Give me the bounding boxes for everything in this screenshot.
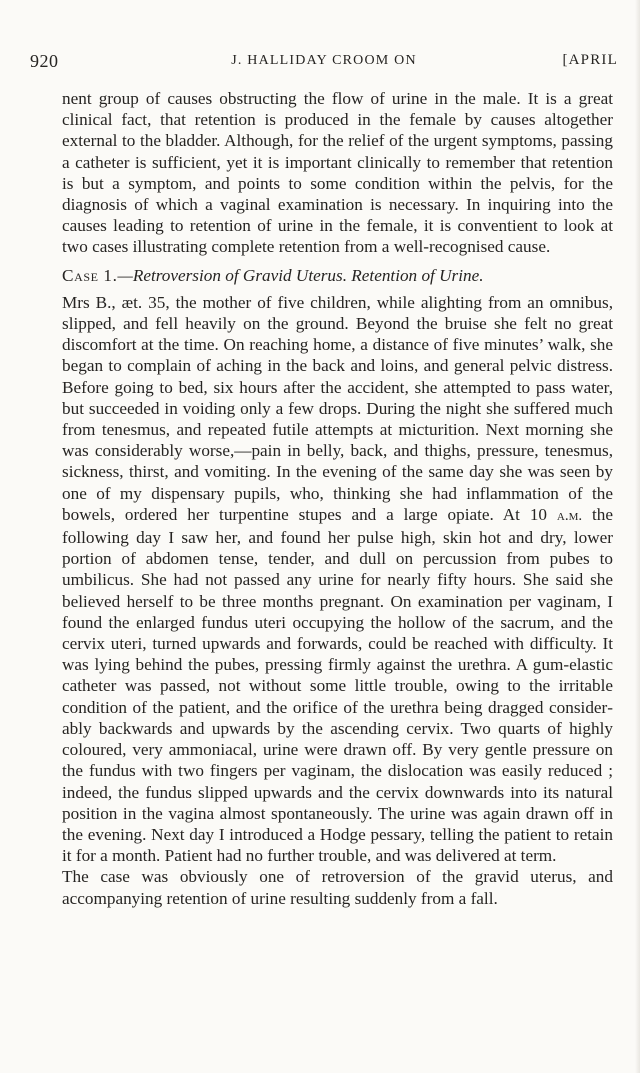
time-label: a.m. bbox=[556, 507, 583, 524]
case-label: Case 1. bbox=[62, 265, 118, 285]
case-paragraph bbox=[62, 292, 613, 866]
case-text-part1: Mrs B., æt. 35, the mother of five children, while alighting from an omnibus, slipped, and fell heavily on the ground. Beyond the bruise she felt no great discomfort at the time. On reaching home, a distance of five minutes’ walk, she began to complain of aching in the back and loins, and general pelvic distress. Before going to bed, six hours after the accident, she attempted to pass water, but succeeded in voiding only a few drops. During the night she suffered much from tenesmus, and repeated futile attempts at micturition. Next morning she was considerably worse,—pain in belly, back, and thighs, pressure, tenesmus, sickness, thirst, and vomiting. In the evening of the same day she was seen by one of my dispensary pupils, who, thinking she had inflammation of the bowels, ordered her turpentine stupes and a large opiate. At 10 bbox=[62, 292, 613, 524]
page-edge-shadow bbox=[635, 0, 640, 1073]
running-title: J. HALLIDAY CROOM ON bbox=[231, 53, 417, 68]
article-body bbox=[62, 88, 613, 909]
issue-month: [APRIL bbox=[562, 52, 618, 68]
case-heading bbox=[62, 265, 613, 286]
page-number: 920 bbox=[30, 51, 59, 71]
case-text-part2: the following day I saw her, and found her pulse high, skin hot and dry, lower portion of abdomen tense, tender, and dull on percussion from pubes to umbilicus. She had not passed any urine for nearly fifty hours. She said she believed herself to be three months pregnant. On examination per vaginam, I found the enlarged fundus uteri occupying the hollow of the sacrum, and the cervix uteri, turned upwards and forwards, could be reached with difficulty. It was lying behind the pubes, pressing firmly against the urethra. A gum-elastic catheter was passed, not without some little trouble, owing to the irritable condition of the patient, and the orifice of the urethra being dragged considerably backwards and upwards by the ascending cervix. Two quarts of highly coloured, very ammoniacal, urine were drawn off. By very gentle pressure on the fundus with two fingers per vaginam, the dislocation was easily reduced ; indeed, the fundus slipped upwards and the cervix downwards into its natural position in the vagina almost spontaneously. The urine was again drawn off in the evening. Next day I introduced a Hodge pessary, telling the patient to retain it for a month. Patient had no further trouble, and was delivered at term. bbox=[62, 504, 613, 866]
intro-paragraph: nent group of causes obstructing the flow of urine in the male. It is a great clinical fact, that retention is produced in the female by causes altogether external to the bladder. Although, for the relief of the urgent symptoms, passing a catheter is sufficient, yet it is important clinically to remember that retention is but a symptom, and points to some condition within the pelvis, for the diagnosis of which a vaginal examination is necessary. In inquiring into the causes leading to retention of urine in the female, it is conventient to look at two cases illustrating complete retention from a well-recognised cause. bbox=[62, 89, 613, 257]
closing-paragraph: The case was obviously one of retroversion of the gravid uterus, and accompanying retention of urine resulting suddenly from a fall. bbox=[62, 867, 613, 908]
page-header bbox=[30, 51, 618, 77]
case-title: —Retroversion of Gravid Uterus. Retention of Urine. bbox=[117, 265, 484, 285]
